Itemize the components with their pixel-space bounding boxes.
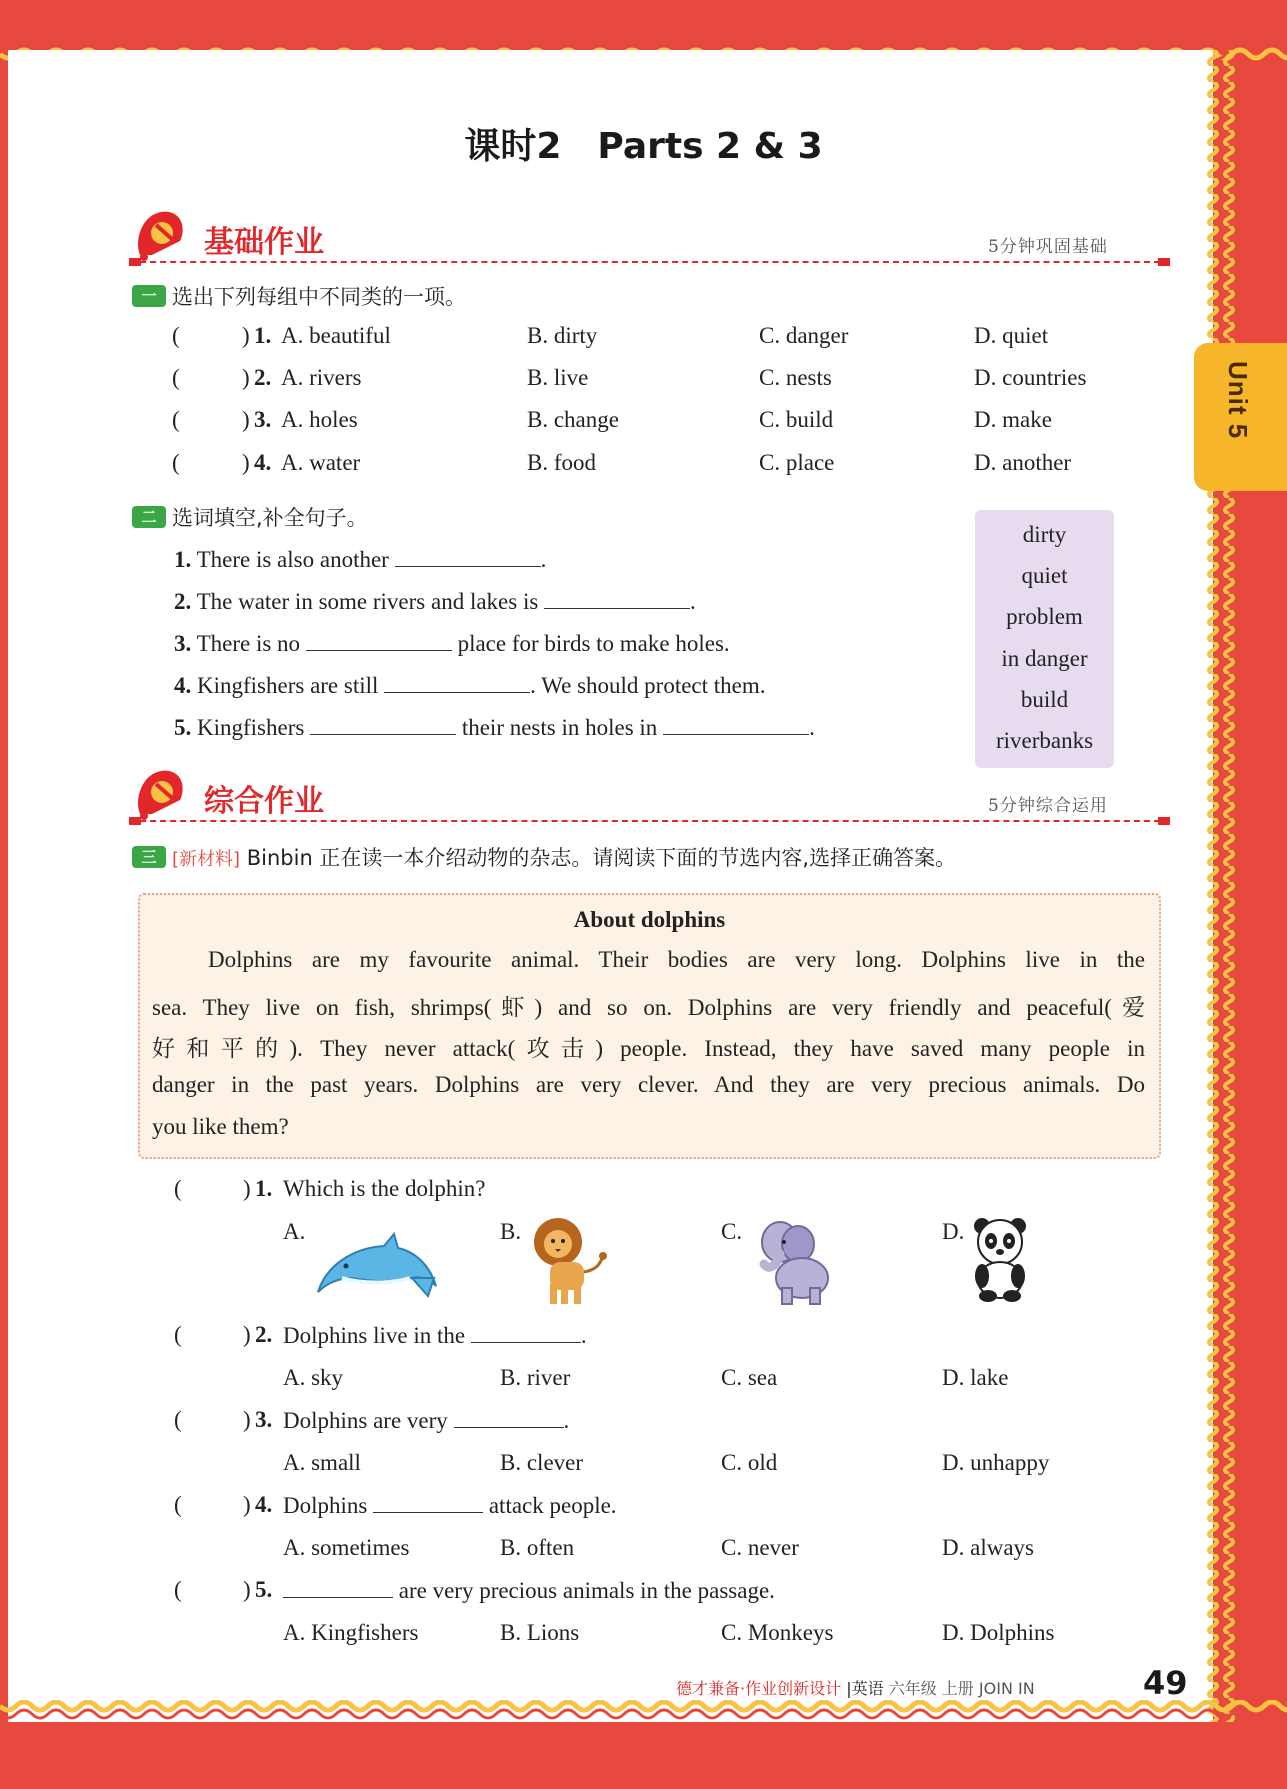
- fill-blank[interactable]: [384, 672, 530, 693]
- option-b-label: B.: [500, 1219, 522, 1244]
- section-bell-icon: [132, 205, 190, 261]
- section-comprehensive-title: 综合作业: [204, 784, 324, 819]
- option-a: A. small: [283, 1450, 361, 1475]
- question-badge-2: 二: [132, 506, 166, 528]
- passage-title: About dolphins: [573, 907, 726, 932]
- option-a: A. beautiful: [281, 323, 391, 348]
- option-d: D. lake: [942, 1365, 1009, 1390]
- option-a-label: A.: [283, 1219, 306, 1244]
- fill-blank[interactable]: [373, 1492, 483, 1513]
- option-a: A. holes: [281, 407, 358, 432]
- option-a: A. sky: [283, 1365, 344, 1390]
- option-b: B. dirty: [527, 323, 598, 348]
- item-number: 2.: [255, 1322, 273, 1347]
- word-bank-item: quiet: [1021, 563, 1068, 588]
- question-stem: Dolphins attack people.: [283, 1493, 617, 1518]
- answer-paren-close: ): [242, 407, 250, 432]
- question-badge-3: 三: [132, 846, 166, 868]
- question-stem: Dolphins live in the .: [283, 1323, 587, 1348]
- bottom-wave-border: [0, 1700, 1287, 1724]
- option-c: C. danger: [759, 323, 849, 348]
- answer-paren-close: ): [243, 1492, 251, 1517]
- item-number: 3.: [255, 1407, 273, 1432]
- fill-sentence-4: 4. Kingfishers are still . We should protect them.: [174, 673, 766, 698]
- passage-line: you like them?: [152, 1114, 289, 1139]
- option-a: A. water: [281, 450, 361, 475]
- option-d: D. Dolphins: [942, 1620, 1055, 1645]
- word-bank-item: in danger: [1001, 646, 1088, 671]
- option-b: B. live: [527, 365, 589, 390]
- option-c: C. nests: [759, 365, 832, 390]
- answer-paren-open[interactable]: (: [172, 323, 180, 348]
- footer-separator: |: [846, 1679, 852, 1698]
- option-b: B. clever: [500, 1450, 584, 1475]
- item-number: 2.: [254, 365, 272, 390]
- option-c: C. never: [721, 1535, 799, 1560]
- section-basic-title: 基础作业: [204, 225, 324, 260]
- unit-tab[interactable]: [1194, 343, 1287, 491]
- option-d: D. another: [974, 450, 1072, 475]
- option-c: C. old: [721, 1450, 778, 1475]
- lion-picture[interactable]: [528, 1214, 608, 1308]
- section-comprehensive-note: 5分钟综合运用: [988, 796, 1108, 816]
- panda-picture[interactable]: [970, 1214, 1030, 1302]
- passage-line: danger in the past years. Dolphins are very clever. And they are very precious animals. Do: [152, 1072, 1145, 1097]
- footer-subject: 英语: [851, 1679, 884, 1698]
- question-stem: Which is the dolphin?: [283, 1176, 486, 1201]
- passage-line: 好和平的). They never attack(攻击) people. Instead, they have saved many people in: [152, 1036, 1145, 1061]
- option-b: B. often: [500, 1535, 575, 1560]
- option-b: B. river: [500, 1365, 571, 1390]
- option-c-label: C.: [721, 1219, 743, 1244]
- option-a: A. sometimes: [283, 1535, 410, 1560]
- passage-line: Dolphins are my favourite animal. Their bodies are very long. Dolphins live in the: [208, 947, 1145, 972]
- word-bank-item: dirty: [1022, 522, 1067, 547]
- option-d-label: D.: [942, 1219, 965, 1244]
- fill-blank[interactable]: [663, 714, 809, 735]
- item-number: 1.: [255, 1176, 273, 1201]
- item-number: 3.: [254, 407, 272, 432]
- fill-sentence-2: 2. The water in some rivers and lakes is .: [174, 589, 696, 614]
- answer-paren-open[interactable]: (: [174, 1322, 182, 1347]
- fill-blank[interactable]: [306, 630, 452, 651]
- answer-paren-open[interactable]: (: [172, 365, 180, 390]
- footer-term: 上册: [941, 1679, 974, 1698]
- section-comprehensive-divider: [130, 820, 1170, 822]
- option-c: C. place: [759, 450, 835, 475]
- option-b: B. change: [527, 407, 619, 432]
- divider-end-left: [129, 258, 141, 266]
- answer-paren-close: ): [243, 1322, 251, 1347]
- passage-line: sea. They live on fish, shrimps(虾) and so on. Dolphins are very friendly and peaceful(爱: [152, 995, 1145, 1020]
- fill-blank[interactable]: [395, 546, 541, 567]
- divider-end-left: [129, 817, 141, 825]
- footer-edition: JOIN IN: [978, 1679, 1035, 1698]
- question-badge-1: 一: [132, 285, 166, 307]
- answer-paren-close: ): [242, 365, 250, 390]
- answer-paren-close: ): [243, 1176, 251, 1201]
- item-number: 1.: [254, 323, 272, 348]
- footer-grade: 六年级: [888, 1679, 937, 1698]
- option-b: B. Lions: [500, 1620, 580, 1645]
- question-1-instruction: 选出下列每组中不同类的一项。: [172, 285, 466, 309]
- option-b: B. food: [527, 450, 596, 475]
- item-number: 5.: [255, 1577, 273, 1602]
- option-d: D. always: [942, 1535, 1034, 1560]
- fill-blank[interactable]: [283, 1577, 393, 1598]
- word-bank-item: problem: [1006, 604, 1083, 629]
- option-d: D. make: [974, 407, 1052, 432]
- series-name: 德才兼备·作业创新设计: [676, 1679, 842, 1698]
- option-c: C. build: [759, 407, 834, 432]
- reading-passage: [138, 893, 1161, 1159]
- lesson-parts: Parts 2 & 3: [597, 126, 823, 167]
- answer-paren-close: ): [242, 323, 250, 348]
- question-stem: are very precious animals in the passage.: [283, 1577, 775, 1604]
- answer-paren-open[interactable]: (: [174, 1176, 182, 1201]
- answer-paren-open[interactable]: (: [174, 1577, 182, 1602]
- question-2-instruction: 选词填空,补全句子。: [172, 506, 368, 530]
- option-c: C. sea: [721, 1365, 778, 1390]
- item-number: 4.: [255, 1492, 273, 1517]
- fill-blank[interactable]: [471, 1322, 581, 1343]
- option-d: D. quiet: [974, 323, 1049, 348]
- dolphin-picture[interactable]: [312, 1226, 440, 1300]
- question-stem: Dolphins are very .: [283, 1408, 570, 1433]
- answer-paren-close: ): [243, 1577, 251, 1602]
- elephant-picture[interactable]: [750, 1214, 836, 1306]
- fill-sentence-1: 1. There is also another .: [174, 547, 547, 572]
- fill-blank[interactable]: [544, 588, 690, 609]
- option-c: C. Monkeys: [721, 1620, 834, 1645]
- word-bank: [975, 510, 1114, 768]
- divider-end-right: [1158, 817, 1170, 825]
- fill-sentence-3: 3. There is no place for birds to make holes.: [174, 631, 730, 656]
- option-d: D. countries: [974, 365, 1087, 390]
- question-3-instruction: [新材料] Binbin 正在读一本介绍动物的杂志。请阅读下面的节选内容,选择正确答案。: [172, 846, 957, 870]
- unit-tab-label: Unit 5: [1223, 361, 1253, 440]
- right-wave-border: [1205, 50, 1239, 1722]
- section-basic-divider: [130, 261, 1170, 263]
- divider-end-right: [1158, 258, 1170, 266]
- answer-paren-open[interactable]: (: [172, 450, 180, 475]
- answer-paren-open[interactable]: (: [174, 1407, 182, 1432]
- page-title: [0, 118, 1287, 169]
- answer-paren-open[interactable]: (: [174, 1492, 182, 1517]
- section-bell-icon: [132, 764, 190, 820]
- answer-paren-close: ): [243, 1407, 251, 1432]
- option-a: A. rivers: [281, 365, 362, 390]
- fill-sentence-5: 5. Kingfishers their nests in holes in .: [174, 715, 815, 740]
- answer-paren-close: ): [242, 450, 250, 475]
- option-d: D. unhappy: [942, 1450, 1050, 1475]
- new-material-tag: [新材料]: [172, 849, 241, 870]
- page-number: 49: [1143, 1664, 1188, 1702]
- answer-paren-open[interactable]: (: [172, 407, 180, 432]
- option-a: A. Kingfishers: [283, 1620, 419, 1645]
- page-footer: [676, 1676, 1035, 1699]
- item-number: 4.: [254, 450, 272, 475]
- word-bank-item: build: [1020, 687, 1069, 712]
- fill-blank[interactable]: [454, 1407, 564, 1428]
- word-bank-item: riverbanks: [995, 728, 1094, 753]
- lesson-number: 课时2: [464, 126, 562, 167]
- fill-blank[interactable]: [310, 714, 456, 735]
- section-basic-note: 5分钟巩固基础: [988, 237, 1108, 257]
